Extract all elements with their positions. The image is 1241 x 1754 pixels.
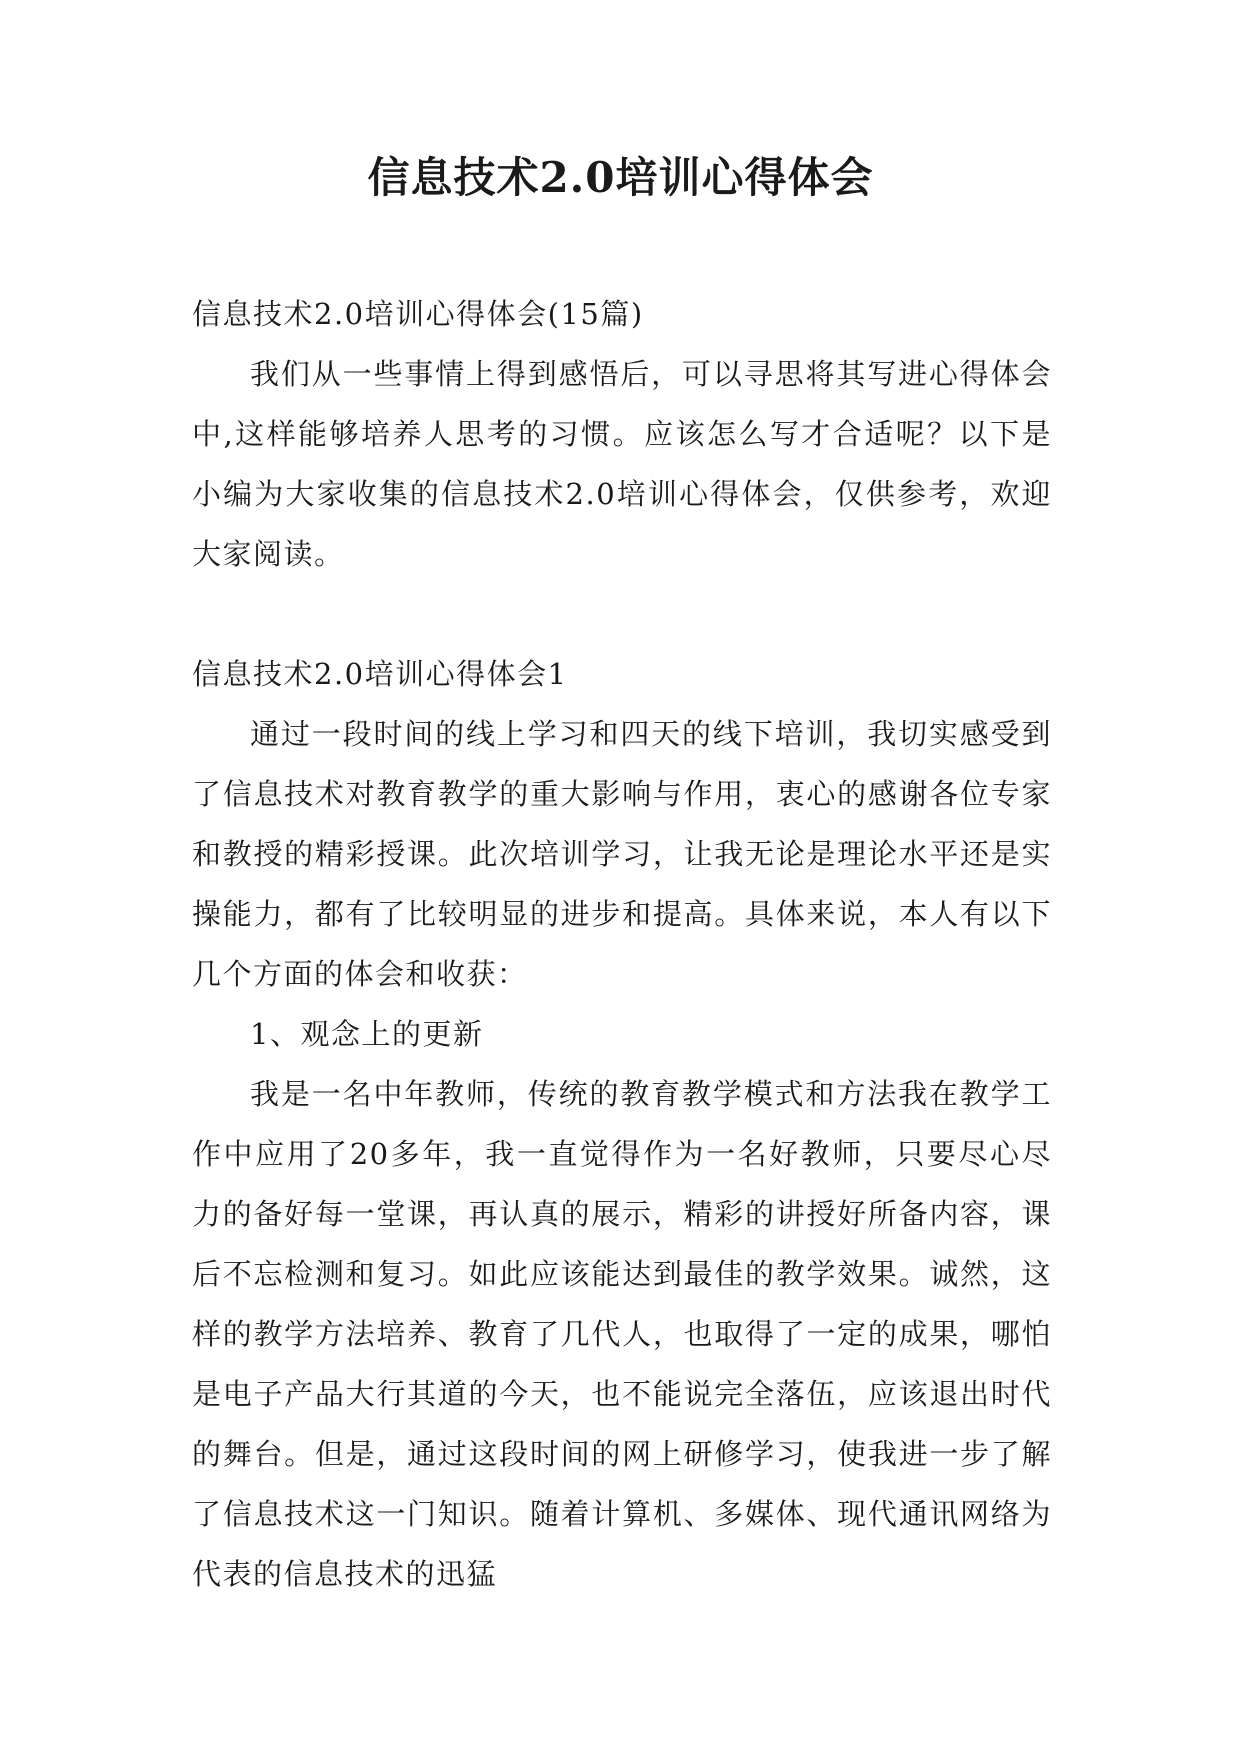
point-paragraph: 我是一名中年教师，传统的教育教学模式和方法我在教学工作中应用了20多年，我一直觉得作为一名好教师，只要尽心尽力的备好每一堂课，再认真的展示，精彩的讲授好所备内容，课后不忘检测和复习。如此应该能达到最佳的教学效果。诚然，这样的教学方法培养、教育了几代人，也取得了一定的成果，哪怕是电子产品大行其道的今天，也不能说完全落伍，应该退出时代的舞台。但是，通过这段时间的网上研修学习，使我进一步了解了信息技术这一门知识。随着计算机、多媒体、现代通讯网络为代表的信息技术的迅猛 <box>192 1077 1052 1591</box>
document-title: 信息技术2.0培训心得体会 <box>367 153 874 202</box>
document-subtitle: 信息技术2.0培训心得体会(15篇) <box>192 297 644 331</box>
intro-paragraph: 我们从一些事情上得到感悟后，可以寻思将其写进心得体会中,这样能够培养人思考的习惯。应该怎么写才合适呢？以下是小编为大家收集的信息技术2.0培训心得体会，仅供参考，欢迎大家阅读。 <box>192 357 1052 571</box>
document-body <box>192 284 1052 1604</box>
section-paragraph: 通过一段时间的线上学习和四天的线下培训，我切实感受到了信息技术对教育教学的重大影响与作用，衷心的感谢各位专家和教授的精彩授课。此次培训学习，让我无论是理论水平还是实操能力，都有了比较明显的进步和提高。具体来说，本人有以下几个方面的体会和收获： <box>192 717 1052 991</box>
section-heading: 信息技术2.0培训心得体会1 <box>192 657 568 691</box>
point-heading: 1、观念上的更新 <box>250 1017 484 1051</box>
